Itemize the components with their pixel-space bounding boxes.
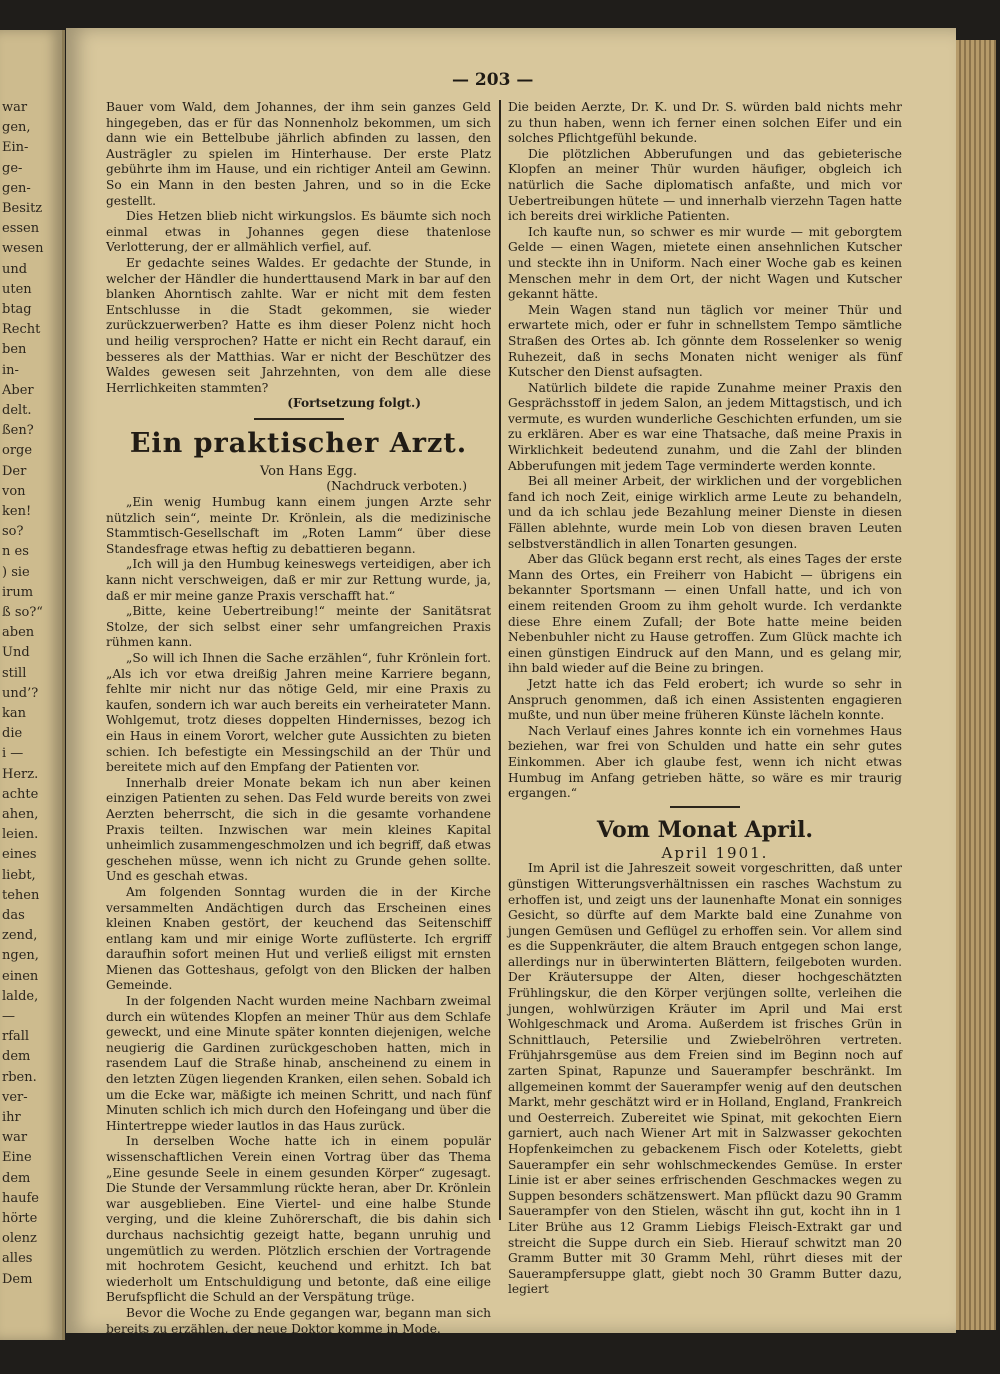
facing-page-fragment: hörte [2, 1211, 38, 1226]
page-block-edges [956, 40, 996, 1330]
facing-page-fragment: dem [2, 1049, 31, 1065]
facing-page-fragment: achte [2, 786, 39, 802]
paragraph: Ich kaufte nun, so schwer es mir wurde — mit geborgtem Gelde — einen Wagen, mietete einen ansehnlichen Kutscher und steckte ihn in Uniform. Nach einer Woche gab es keinen Menschen mehr in dem Ort, der nicht Wagen und Kutscher gekannt hätte. [508, 224, 902, 302]
facing-page-fragment: ahen, [2, 807, 39, 822]
facing-page-fragment: olenz [2, 1231, 37, 1247]
paragraph: „Ein wenig Humbug kann einem jungen Arzte sehr nützlich sein“, meinte Dr. Krönlein, als die medizinische Stammtisch-Gesellschaft im „Roten Lamm“ über diese Standesfrage etwas heftig zu debattieren begann. [106, 495, 491, 556]
facing-page-fragment: aben [2, 625, 35, 641]
paragraph: Bevor die Woche zu Ende gegangen war, begann man sich bereits zu erzählen, der neue Doktor komme in Mode. [106, 1305, 491, 1336]
facing-page-fragment: uten [2, 281, 32, 297]
facing-page-fragment: Herz. [2, 766, 39, 782]
facing-page-fragment: die [2, 726, 23, 742]
facing-page-fragment: — [2, 1009, 15, 1024]
right-column [508, 100, 902, 1298]
facing-page-fragment: war [2, 1130, 28, 1146]
paragraph: Die plötzlichen Abberufungen und das gebieterische Klopfen an meiner Thür wurden häufiger, obgleich ich natürlich die Sache diplomatisch anfaßte, und mich vor Uebertreibungen hütete — und innerhalb vierzehn Tagen hatte ich bereits drei wirkliche Patienten. [508, 146, 902, 224]
facing-page-fragment: eines [2, 847, 37, 863]
paragraph: Natürlich bildete die rapide Zunahme meiner Praxis den Gesprächsstoff in jedem Salon, an jedem Mittagstisch, und ich vermute, es wurden wunderliche Geschichten erfunden, um sie zu erklären. Aber es war eine Thatsache, daß meine Praxis in Wirklichkeit bedeutend zunahm, und die Zahl der blinden Abberufungen mit jedem Tage verminderte werden konnte. [508, 380, 902, 473]
facing-page-fragment: ngen, [2, 948, 39, 964]
facing-page-fragment: Besitz [2, 201, 43, 216]
facing-page-fragment: ß so?“ [2, 605, 43, 620]
facing-page-fragment: irum [2, 584, 34, 600]
facing-page-fragment: lalde, [2, 988, 39, 1004]
paragraph: Dies Hetzen blieb nicht wirkungslos. Es bäumte sich noch einmal etwas in Johannes gegen diese thatenlose Verlotterung, der er allmählich verfiel, auf. [106, 209, 491, 255]
facing-page-fragment: kan [2, 706, 27, 721]
facing-page-fragment: Aber [2, 382, 34, 398]
paragraph: Jetzt hatte ich das Feld erobert; ich wurde so sehr in Anspruch genommen, daß ich einen Assistenten engagieren mußte, und nun über meine früheren Künste lächeln konnte. [508, 676, 902, 723]
facing-page-fragment: rfall [2, 1029, 30, 1045]
article-title: Ein praktischer Arzt. [129, 427, 468, 459]
facing-page-fragment: n es [2, 544, 29, 560]
column-divider [499, 100, 501, 1220]
facing-page-fragment: von [2, 483, 26, 499]
section-subtitle: April 1901. [661, 843, 769, 862]
article-body-right [508, 100, 902, 802]
facing-page-fragment: Recht [2, 322, 41, 338]
facing-page-fragment: tehen [2, 887, 40, 903]
facing-page-fragment: wesen [2, 241, 44, 257]
serial-story-ending [106, 100, 491, 396]
paragraph: „Bitte, keine Uebertreibung!“ meinte der Sanitätsrat Stolze, der sich selbst einer sehr umfangreichen Praxis rühmen kann. [106, 604, 491, 650]
facing-page-fragment: in- [2, 362, 19, 378]
facing-page-fragment: alles [2, 1251, 33, 1267]
facing-page-fragment: Der [2, 463, 27, 479]
paragraph: Bauer vom Wald, dem Johannes, der ihm sein ganzes Geld hingegeben, das er für das Nonnenholz bekommen, um sich dann wie ein Bettelbube jährlich abfinden zu lassen, den Austrägler zu spielen im Hinterhause. Der erste Platz gebührte ihm im Hause, und ein richtiger Anteil am Gewinn. So ein Mann in den besten Jahren, und so in die Ecke gestellt. [106, 100, 491, 208]
facing-page-fragment: still [2, 665, 27, 681]
facing-page-fragment: orge [2, 443, 33, 459]
facing-page-fragment: ) sie [2, 564, 30, 580]
facing-page-fragment: ihr [2, 1110, 21, 1125]
facing-page-fragment: und [2, 261, 28, 277]
paragraph: Bei all meiner Arbeit, der wirklichen und der vorgeblichen fand ich noch Zeit, einige wirklich arme Leute zu behandeln, und da ich schlau jede Bezahlung meiner Dienste in diesen Fällen ablehnte, wurde mein Lob von diesen braven Leuten selbstverständlich in allen Tonarten gesungen. [508, 474, 902, 551]
facing-page-fragment: ge- [2, 160, 23, 176]
article-byline: Von Hans Egg. [259, 463, 358, 479]
facing-page-fragment: leien. [2, 827, 39, 843]
facing-page-fragment: gen, [2, 120, 31, 136]
facing-page-fragment: einen [2, 968, 39, 984]
paragraph: Innerhalb dreier Monate bekam ich nun aber keinen einzigen Patienten zu sehen. Das Feld wurde bereits von zwei Aerzten beherrscht, die sich in die gesamte vorhandene Praxis teilten. Inzwischen war mein kleines Kapital unheimlich zusammengeschmolzen und ich begriff, daß etwas geschehen müsse, wenn ich nicht zu Grunde gehen sollte. Und es geschah etwas. [106, 775, 491, 884]
paragraph: Am folgenden Sonntag wurden die in der Kirche versammelten Andächtigen durch das Erscheinen eines kleinen Knaben gestört, der keuchend das Seitenschiff entlang kam und mir einige Worte zuflüsterte. Ich ergriff daraufhin sofort meinen Hut und verließ eiligst mit ernsten Mienen das Gotteshaus, gefolgt von den Blicken der halben Gemeinde. [106, 884, 491, 993]
paragraph: In der folgenden Nacht wurden meine Nachbarn zweimal durch ein wütendes Klopfen an meiner Thür aus dem Schlafe geweckt, und eine Minute später konnten diejenigen, welche neugierig die Gardinen zurückgeschoben hatten, mich in rasendem Lauf die Straße hinab, anscheinend zu einem in den letzten Zügen liegenden Kranken, eilen sehen. Sobald ich um die Ecke war, mäßigte ich meinen Schritt, und nach fünf Minuten schlich ich mich durch den Hofeingang und über die Hintertreppe wieder lautlos in das Haus zurück. [106, 994, 491, 1133]
left-column [106, 100, 491, 1337]
facing-page-fragment: delt. [2, 403, 32, 418]
facing-page-fragment: so? [2, 524, 24, 540]
paragraph: Im April ist die Jahreszeit soweit vorgeschritten, daß unter günstigen Witterungsverhältnissen ein rasches Wachstum zu erhoffen ist, und zeigt uns der launenhafte Monat ein sonniges Gesicht, so dürfte auf dem Markte bald eine Zunahme von jungen Gemüsen und Geflügel zu erhoffen sein. Vor allem sind es die Suppenkräuter, die altem Brauch entgegen schon lange, allerdings nur in überwinterten Blättern, feilgeboten wurden. Der Kräutersuppe der Alten, dieser hochgeschätzten Frühlingskur, die den Körper verjüngen sollte, verleihen die jungen, wohlwürzigen Kräuter im April und Mai erst Wohlgeschmack und Aroma. Außerdem ist frisches Grün in Schnittlauch, Petersilie und Zwiebelröhren vertreten. Frühjahrsgemüse aus dem Freien sind im Beginn noch auf zarten Spinat, Rapunze und Sauerampfer beschränkt. Im allgemeinen kommt der Sauerampfer wenig auf den deutschen Markt, mehr geschätzt wird er in Holland, England, Frankreich und Oesterreich. Zubereitet wie Spinat, mit gekochten Eiern garniert, auch nach Wiener Art mit in Salzwasser gekochten Hopfenkeimchen zu gebackenem Fisch oder Koteletts, giebt Sauerampfer ein sehr wohlschmeckendes Gemüse. In erster Linie ist er aber seines erfrischenden Geschmackes wegen zu Suppen besonders schätzenswert. Man pflückt dazu 90 Gramm Sauerampfer von den Stielen, wäscht ihn gut, kocht ihn in 1 Liter Brühe aus 12 Gramm Liebigs Fleisch-Extrakt gar und streicht die Suppe durch ein Sieb. Hierauf schwitzt man 20 Gramm Butter mit 30 Gramm Mehl, rührt dieses mit der Sauerampfersuppe glatt, giebt noch 30 Gramm Butter dazu, legiert [508, 861, 902, 1297]
section-title: Vom Monat April. [596, 816, 814, 843]
paragraph: Die beiden Aerzte, Dr. K. und Dr. S. würden bald nichts mehr zu thun haben, wenn ich ferner einen solchen Eifer und ein solches Pflichtgefühl bekunde. [508, 100, 902, 146]
facing-page-fragment: ken! [2, 504, 32, 519]
facing-page-fragment: liebt, [2, 867, 36, 883]
facing-page-fragment: haufe [2, 1190, 40, 1206]
paragraph: Er gedachte seines Waldes. Er gedachte der Stunde, in welcher der Händler die hunderttausend Mark in bar auf den blanken Ahorntisch zahlte. War er nicht mit dem festen Entschlusse in die Stadt gekommen, sie wieder zurückzuerwerben? Hatte es ihm dieser Polenz nicht hoch und heilig versprochen? Hatte er nicht ein Recht darauf, ein besseres als der Matthias. War er nicht der Beschützer des Waldes gewesen seit Jahrzehnten, von dem alle diese Herrlichkeiten stammten? [106, 255, 491, 395]
paragraph: Mein Wagen stand nun täglich vor meiner Thür und erwartete mich, oder er fuhr in schnellstem Tempo sämtliche Straßen des Ortes ab. Ich gönnte dem Rosselenker so wenig Ruhezeit, daß in sechs Monaten nicht weniger als fünf Kutscher den Dienst aufsagten. [508, 302, 902, 380]
section-rule [670, 806, 740, 808]
facing-page-fragment: rben. [2, 1069, 37, 1085]
facing-page-fragment: das [2, 908, 25, 923]
facing-page-edge [0, 30, 65, 1340]
facing-page-fragment: i — [2, 746, 24, 762]
paragraph: Aber das Glück begann erst recht, als eines Tages der erste Mann des Ortes, ein Freiherr von Habicht — übrigens ein bekannter Sportsmann — einen Unfall hatte, und ich von einem reitenden Groom zu ihm geholt wurde. Ich verdankte diese Ehre einem Zufall; der Bote hatte meine beiden Nebenbuhler nicht zu Hause getroffen. Zum Glück machte ich einen günstigen Eindruck auf den Mann, und es gelang mir, ihn bald wieder auf die Beine zu bringen. [508, 552, 902, 676]
paragraph: „Ich will ja den Humbug keineswegs verteidigen, aber ich kann nicht verschweigen, daß er mir zur Rettung wurde, ja, daß er mir meine ganze Praxis verschafft hat.“ [106, 557, 491, 603]
section-rule [254, 418, 344, 420]
facing-page-fragment: dem [2, 1170, 31, 1186]
facing-page-fragment: gen- [2, 180, 31, 196]
paragraph: „So will ich Ihnen die Sache erzählen“, fuhr Krönlein fort. „Als ich vor etwa dreißig Jahren meine Karriere begann, fehlte mir nicht nur das nötige Geld, mir eine Praxis zu kaufen, sondern ich war auch bereits ein verheirateter Mann. Wohlgemut, trotz dieses doppelten Hindernisses, bezog ich ein Haus in einem Vorort, welcher gute Aussichten zu bieten schien. Ich befestigte ein Messingschild an der Thür und bereitete mich auf den Empfang der Patienten vor. [106, 651, 491, 775]
article-body-left [106, 495, 491, 1337]
reprint-note: (Nachdruck verboten.) [326, 479, 467, 494]
facing-page-fragment: Eine [2, 1150, 32, 1166]
facing-page-fragment: essen [2, 221, 40, 237]
facing-page-fragment: Dem [2, 1271, 33, 1287]
facing-page-fragment: Und [2, 645, 30, 661]
facing-page-fragment: ßen? [2, 423, 34, 439]
facing-page-fragment: Ein- [2, 140, 29, 156]
paragraph: Nach Verlauf eines Jahres konnte ich ein vornehmes Haus beziehen, war frei von Schulden und hatte ein sehr gutes Einkommen. Aber ich glaube fest, wenn ich nicht etwas Humbug im Anfang getrieben hätte, so wäre es mir traurig ergangen.“ [508, 723, 902, 801]
continuation-note: (Fortsetzung folgt.) [287, 396, 421, 411]
facing-page-fragment: ver- [2, 1089, 28, 1105]
section-body [508, 861, 902, 1298]
facing-page-fragment: war [2, 100, 28, 115]
facing-page-fragment: zend, [2, 928, 38, 944]
page-number: — 203 — [452, 70, 534, 90]
facing-page-fragment: ben [2, 342, 27, 358]
facing-page-fragment: btag [2, 302, 32, 317]
paragraph: In derselben Woche hatte ich in einem populär wissenschaftlichen Verein einen Vortrag über das Thema „Eine gesunde Seele in einem gesunden Körper“ zugesagt. Die Stunde der Versammlung rückte heran, aber Dr. Krönlein war ausgeblieben. Eine Viertel- und eine halbe Stunde verging, und die kleine Zuhörerschaft, die bis dahin sich durchaus nachsichtig gezeigt hatte, begann unruhig und ungemütlich zu werden. Plötzlich erschien der Vortragende mit hochrotem Gesicht, keuchend und erhitzt. Ich bat wiederholt um Entschuldigung und betonte, daß eine eilige Berufspflicht die Schuld an der Verspätung trüge. [106, 1134, 491, 1305]
facing-page-fragment: und’? [2, 685, 39, 701]
